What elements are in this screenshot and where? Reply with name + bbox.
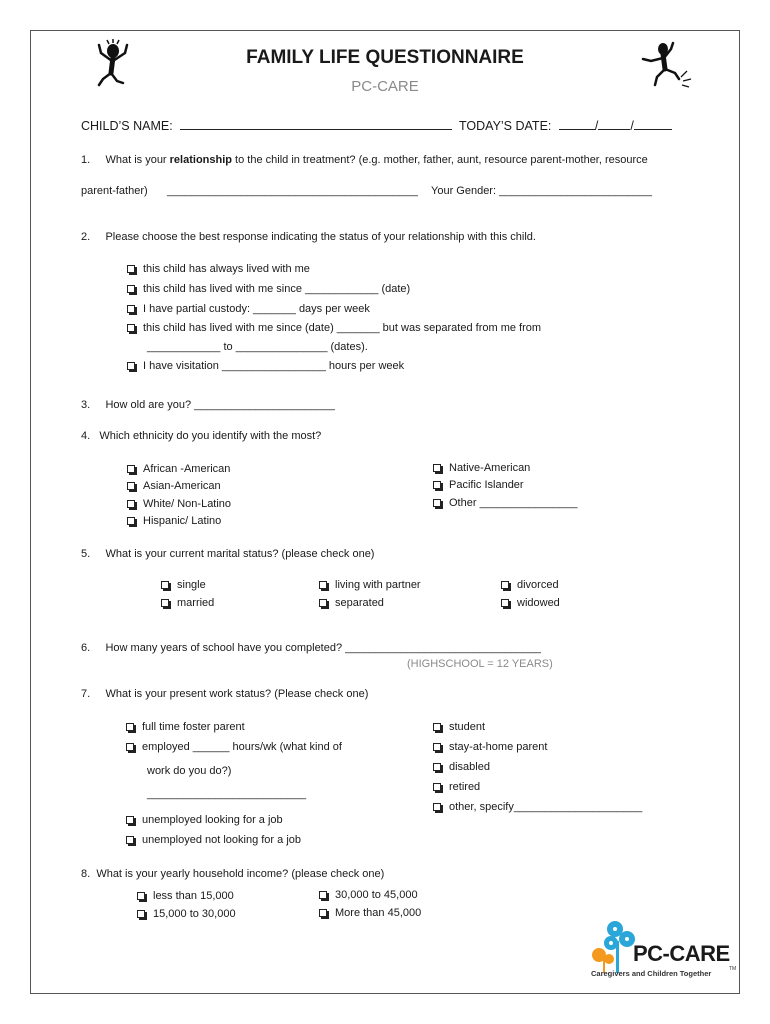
q6-note: (HIGHSCHOOL = 12 YEARS) <box>407 658 553 670</box>
q4-option[interactable] <box>127 463 230 475</box>
question-8 <box>81 868 384 880</box>
q4-option-label: Other ________________ <box>449 497 578 509</box>
q4-option[interactable] <box>127 480 221 492</box>
q4-option[interactable] <box>127 498 231 510</box>
q2-option-4-line2: ____________ to _______________ (dates). <box>147 341 368 353</box>
question-3-number: 3. <box>81 399 91 411</box>
q4-option-label: Native-American <box>449 462 531 474</box>
checkbox[interactable] <box>433 481 441 489</box>
checkbox[interactable] <box>127 465 135 473</box>
q4-option-label: African -American <box>143 463 231 475</box>
q8-option[interactable] <box>319 889 418 901</box>
q4-option[interactable] <box>433 479 524 491</box>
checkbox[interactable] <box>433 803 441 811</box>
checkbox[interactable] <box>127 500 135 508</box>
question-4-text: Which ethnicity do you identify with the most? <box>99 430 322 442</box>
question-8-text: What is your yearly household income? (please check one) <box>96 868 385 880</box>
q2-option-1[interactable] <box>127 263 310 275</box>
checkbox[interactable] <box>137 910 145 918</box>
q8-option-label: More than 45,000 <box>335 907 422 919</box>
q2-option-label: I have visitation _________________ hours per week <box>143 360 405 372</box>
checkbox[interactable] <box>126 723 134 731</box>
q7-option-label: full time foster parent <box>142 721 245 733</box>
q4-option-label: Asian-American <box>143 480 221 492</box>
checkbox[interactable] <box>127 285 135 293</box>
q7-option-label: stay-at-home parent <box>449 741 548 753</box>
checkbox[interactable] <box>433 464 441 472</box>
page-title: FAMILY LIFE QUESTIONNAIRE <box>246 47 524 68</box>
q8-option-label: 15,000 to 30,000 <box>153 908 236 920</box>
q8-option-label: 30,000 to 45,000 <box>335 889 418 901</box>
date-day-field[interactable] <box>598 117 630 130</box>
q5-option[interactable] <box>319 579 421 591</box>
page-subtitle: PC-CARE <box>351 78 419 95</box>
checkbox[interactable] <box>127 305 135 313</box>
logo-tm: TM <box>729 966 737 972</box>
q5-option[interactable] <box>161 597 214 609</box>
todays-date-row: TODAY’S DATE: / / <box>459 117 672 133</box>
q7-option-line2: work do you do?) <box>147 765 232 777</box>
q5-option[interactable] <box>501 597 560 609</box>
q4-option-label: Hispanic/ Latino <box>143 515 222 527</box>
q7-job-field[interactable]: __________________________ <box>147 788 307 800</box>
relationship-field[interactable]: _________________________________________ <box>167 185 418 197</box>
q4-option[interactable] <box>127 515 221 527</box>
q5-option-label: single <box>177 579 206 591</box>
q7-option-label: unemployed not looking for a job <box>142 834 301 846</box>
q5-option[interactable] <box>161 579 206 591</box>
q7-option[interactable] <box>126 834 301 846</box>
question-2-text: Please choose the best response indicating the status of your relationship with this child. <box>105 231 536 243</box>
checkbox[interactable] <box>161 581 169 589</box>
child-name-field[interactable] <box>180 117 452 130</box>
q7-option-label: other, specify_____________________ <box>449 801 643 813</box>
q7-option[interactable] <box>433 801 642 813</box>
checkbox[interactable] <box>127 482 135 490</box>
q4-option[interactable] <box>433 462 530 474</box>
todays-date-label: TODAY’S DATE: <box>459 119 552 133</box>
q8-option[interactable] <box>137 908 236 920</box>
question-2-number: 2. <box>81 231 91 243</box>
date-year-field[interactable] <box>634 117 672 130</box>
pc-care-logo <box>589 919 739 987</box>
checkbox[interactable] <box>127 324 135 332</box>
question-1-number: 1. <box>81 154 91 166</box>
checkbox[interactable] <box>319 581 327 589</box>
q2-option-label: this child has always lived with me <box>143 263 310 275</box>
q5-option-label: widowed <box>517 597 560 609</box>
q2-option-4[interactable] <box>127 322 541 334</box>
q7-option[interactable] <box>433 781 480 793</box>
q5-option-label: married <box>177 597 215 609</box>
q8-option[interactable] <box>137 890 234 902</box>
checkbox[interactable] <box>433 783 441 791</box>
checkbox[interactable] <box>319 599 327 607</box>
q5-option[interactable] <box>319 597 384 609</box>
question-6 <box>81 642 541 654</box>
checkbox[interactable] <box>433 499 441 507</box>
checkbox[interactable] <box>127 362 135 370</box>
q2-option-label: I have partial custody: _______ days per week <box>143 303 370 315</box>
q7-option-label: student <box>449 721 486 733</box>
checkbox[interactable] <box>127 265 135 273</box>
q2-option-5[interactable] <box>127 360 404 372</box>
question-7 <box>81 688 368 700</box>
child-name-label: CHILD’S NAME: <box>81 119 173 133</box>
question-1 <box>81 154 648 166</box>
q7-option-label: retired <box>449 781 481 793</box>
checkbox[interactable] <box>433 723 441 731</box>
question-7-number: 7. <box>81 688 91 700</box>
checkbox[interactable] <box>161 599 169 607</box>
q7-option-label: disabled <box>449 761 490 773</box>
checkbox[interactable] <box>126 816 134 824</box>
question-1-text-b: to the child in treatment? (e.g. mother, father, aunt, resource parent-mother, resource <box>232 154 648 166</box>
checkbox[interactable] <box>501 599 509 607</box>
question-1-bold-word: relationship <box>169 154 232 166</box>
question-4-number: 4. <box>81 430 91 442</box>
gender-field[interactable]: Your Gender: _________________________ <box>431 185 653 197</box>
q5-option-label: divorced <box>517 579 559 591</box>
question-4 <box>81 430 321 442</box>
logo-tagline: Caregivers and Children Together <box>591 969 712 978</box>
q4-option-label: White/ Non-Latino <box>143 498 232 510</box>
checkbox[interactable] <box>501 581 509 589</box>
checkbox[interactable] <box>137 892 145 900</box>
question-1-text-a: What is your <box>105 154 170 166</box>
checkbox[interactable] <box>319 909 327 917</box>
q7-option[interactable] <box>433 761 490 773</box>
question-6-number: 6. <box>81 642 91 654</box>
q7-option[interactable] <box>433 721 485 733</box>
q7-option-label: unemployed looking for a job <box>142 814 283 826</box>
question-1-line2: parent-father) <box>81 185 148 197</box>
date-month-field[interactable] <box>559 117 595 130</box>
q8-option[interactable] <box>319 907 421 919</box>
checkbox[interactable] <box>433 743 441 751</box>
q2-option-label: this child has lived with me since (date) _______ but was separated from me from <box>143 322 542 334</box>
question-7-text: What is your present work status? (Please check one) <box>105 688 369 700</box>
checkbox[interactable] <box>127 517 135 525</box>
q7-option[interactable] <box>126 741 342 753</box>
checkbox[interactable] <box>319 891 327 899</box>
q5-option-label: living with partner <box>335 579 421 591</box>
q2-option-2[interactable] <box>127 283 410 295</box>
q7-option[interactable] <box>126 721 245 733</box>
checkbox[interactable] <box>126 743 134 751</box>
question-5-number: 5. <box>81 548 91 560</box>
q8-option-label: less than 15,000 <box>153 890 234 902</box>
question-2 <box>81 231 536 243</box>
checkbox[interactable] <box>433 763 441 771</box>
question-3 <box>81 399 335 411</box>
child-name-row <box>81 117 452 133</box>
question-8-number: 8. <box>81 868 91 880</box>
q2-option-label: this child has lived with me since ____________ (date) <box>143 283 411 295</box>
q4-option-label: Pacific Islander <box>449 479 524 491</box>
question-5-text: What is your current marital status? (please check one) <box>105 548 375 560</box>
question-5 <box>81 548 374 560</box>
question-6-text: How many years of school have you completed? ________________________________ <box>105 642 541 654</box>
q7-option-label: employed ______ hours/wk (what kind of <box>142 741 342 753</box>
questionnaire-page <box>30 30 740 994</box>
q5-option[interactable] <box>501 579 559 591</box>
q7-option[interactable] <box>433 741 547 753</box>
q4-option[interactable] <box>433 497 577 509</box>
q7-option[interactable] <box>126 814 283 826</box>
q5-option-label: separated <box>335 597 384 609</box>
question-3-text: How old are you? _______________________ <box>105 399 335 411</box>
checkbox[interactable] <box>126 836 134 844</box>
logo-name: PC-CARE <box>633 941 730 966</box>
q2-option-3[interactable] <box>127 303 370 315</box>
